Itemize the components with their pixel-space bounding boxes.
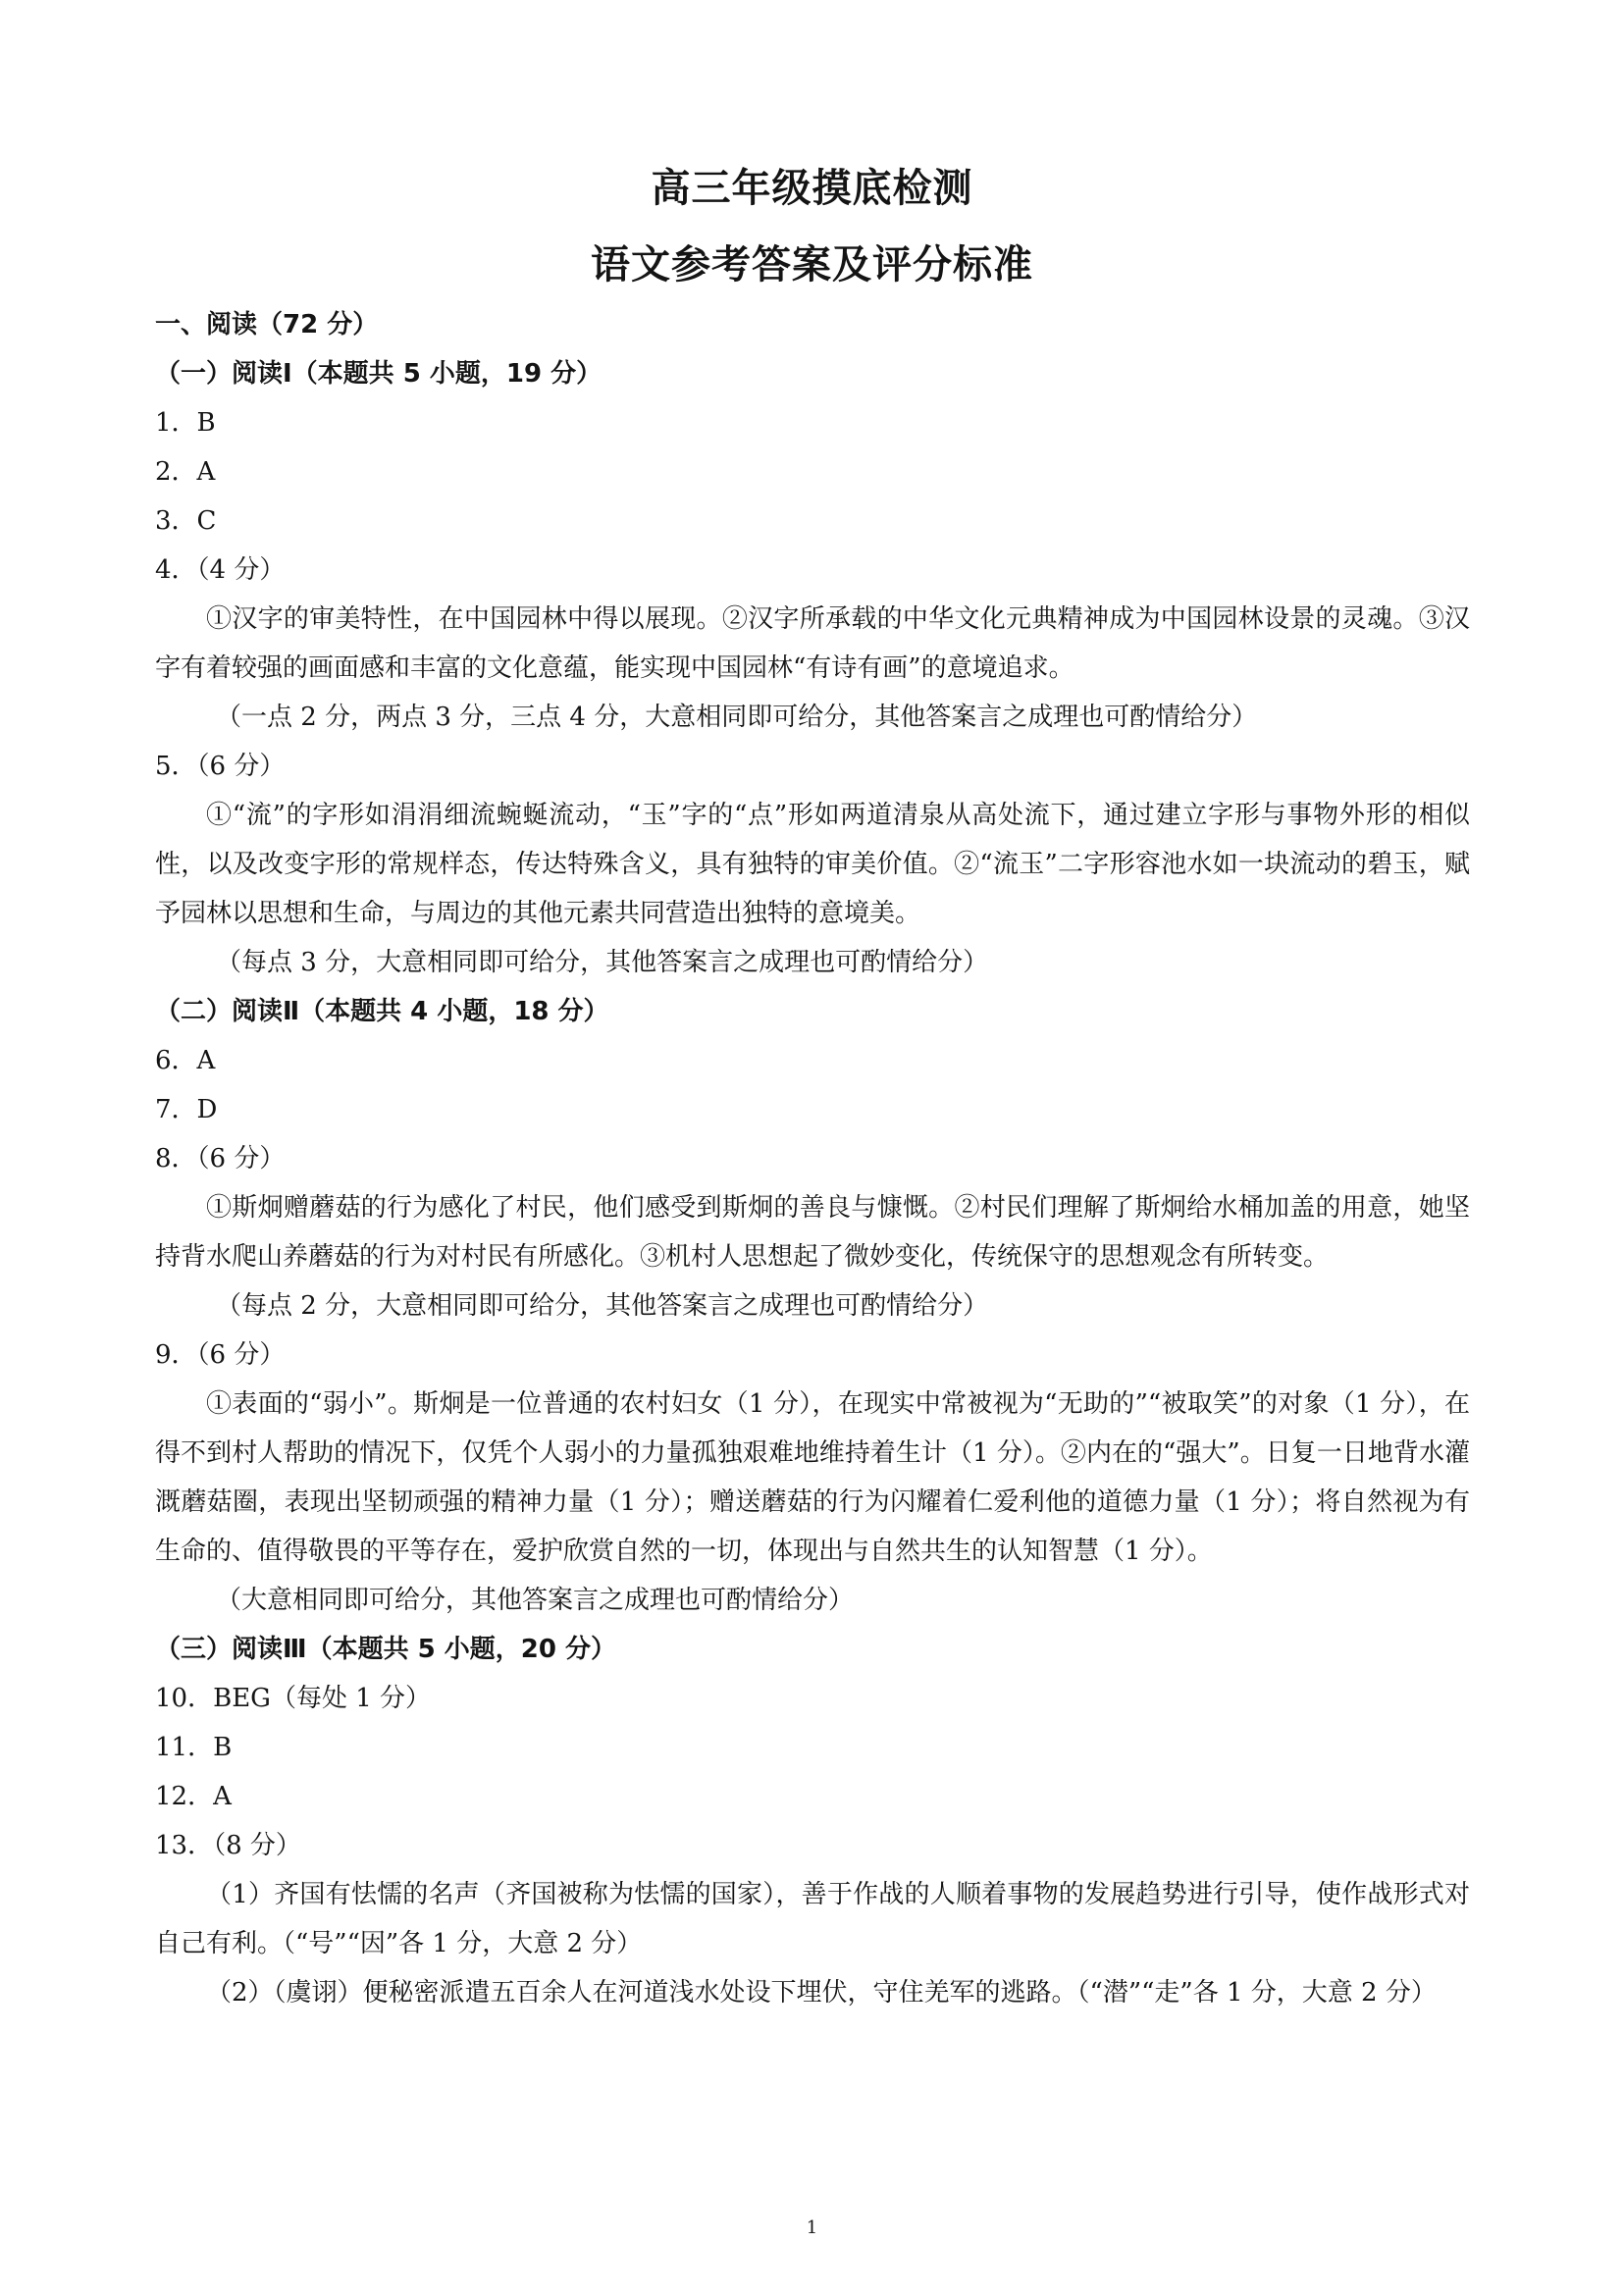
question-label-q5: 5．（6 分）: [155, 752, 286, 781]
answer-q8: ①斯炯赠蘑菇的行为感化了村民，他们感受到斯炯的善良与慷慨。②村民们理解了斯炯给水桶加盖的用意，她坚持背水爬山养蘑菇的行为对村民有所感化。③机村人思想起了微妙变化，传统保守的思想观念有所转变。: [155, 1193, 1470, 1272]
answer-q6: 6．A: [155, 1046, 216, 1075]
question-label-q4: 4．（4 分）: [155, 555, 286, 585]
scoring-note-q9: （大意相同即可给分，其他答案言之成理也可酌情给分）: [216, 1586, 855, 1615]
part-heading-reading-3: （三）阅读Ⅲ（本题共 5 小题，20 分）: [155, 1635, 617, 1664]
answer-q13-sub2: （2）（虞诩）便秘密派遣五百余人在河道浅水处设下埋伏，守住羌军的逃路。（“潜”“走”各 1 分，大意 2 分）: [206, 1978, 1437, 2008]
answer-content: [155, 300, 1470, 2017]
scoring-note-q5: （每点 3 分，大意相同即可给分，其他答案言之成理也可酌情给分）: [216, 948, 989, 977]
answer-q4: ①汉字的审美特性，在中国园林中得以展现。②汉字所承载的中华文化元典精神成为中国园林设景的灵魂。③汉字有着较强的画面感和丰富的文化意蕴，能实现中国园林“有诗有画”的意境追求。: [155, 604, 1470, 683]
answer-q7: 7．D: [155, 1095, 218, 1124]
question-label-q9: 9．（6 分）: [155, 1340, 286, 1370]
answer-q9: ①表面的“弱小”。斯炯是一位普通的农村妇女（1 分），在现实中常被视为“无助的”“被取笑”的对象（1 分），在得不到村人帮助的情况下，仅凭个人弱小的力量孤独艰难地维持着生计（1 分）。②内在的“强大”。日复一日地背水灌溉蘑菇圈，表现出坚韧顽强的精神力量（1 分）；赠送蘑菇的行为闪耀着仁爱利他的道德力量（1 分）；将自然视为有生命的、值得敬畏的平等存在，爱护欣赏自然的一切，体现出与自然共生的认知智慧（1 分）。: [155, 1389, 1470, 1566]
answer-q10: 10．BEG（每处 1 分）: [155, 1684, 432, 1713]
answer-q13-sub1: （1）齐国有怯懦的名声（齐国被称为怯懦的国家），善于作战的人顺着事物的发展趋势进行引导，使作战形式对自己有利。（“号”“因”各 1 分，大意 2 分）: [155, 1880, 1470, 1958]
part-heading-reading-1: （一）阅读Ⅰ（本题共 5 小题，19 分）: [155, 359, 602, 389]
page-subtitle: 语文参考答案及评分标准: [591, 242, 1033, 287]
answer-q12: 12．A: [155, 1782, 232, 1811]
answer-q1: 1．B: [155, 408, 216, 438]
question-label-q13: 13．（8 分）: [155, 1831, 301, 1860]
section-heading-reading: 一、阅读（72 分）: [155, 310, 379, 339]
scoring-note-q4: （一点 2 分，两点 3 分，三点 4 分，大意相同即可给分，其他答案言之成理也可酌情给分）: [216, 703, 1258, 732]
part-heading-reading-2: （二）阅读Ⅱ（本题共 4 小题，18 分）: [155, 997, 609, 1026]
answer-q2: 2．A: [155, 457, 216, 487]
scoring-note-q8: （每点 2 分，大意相同即可给分，其他答案言之成理也可酌情给分）: [216, 1291, 989, 1321]
page-title: 高三年级摸底检测: [651, 166, 973, 211]
question-label-q8: 8．（6 分）: [155, 1144, 286, 1174]
answer-q3: 3．C: [155, 506, 217, 536]
answer-q11: 11．B: [155, 1733, 233, 1762]
page-number: 1: [806, 2217, 818, 2238]
answer-q5: ①“流”的字形如涓涓细流蜿蜒流动，“玉”字的“点”形如两道清泉从高处流下，通过建立字形与事物外形的相似性，以及改变字形的常规样态，传达特殊含义，具有独特的审美价值。②“流玉”二字形容池水如一块流动的碧玉，赋予园林以思想和生命，与周边的其他元素共同营造出独特的意境美。: [155, 801, 1470, 928]
